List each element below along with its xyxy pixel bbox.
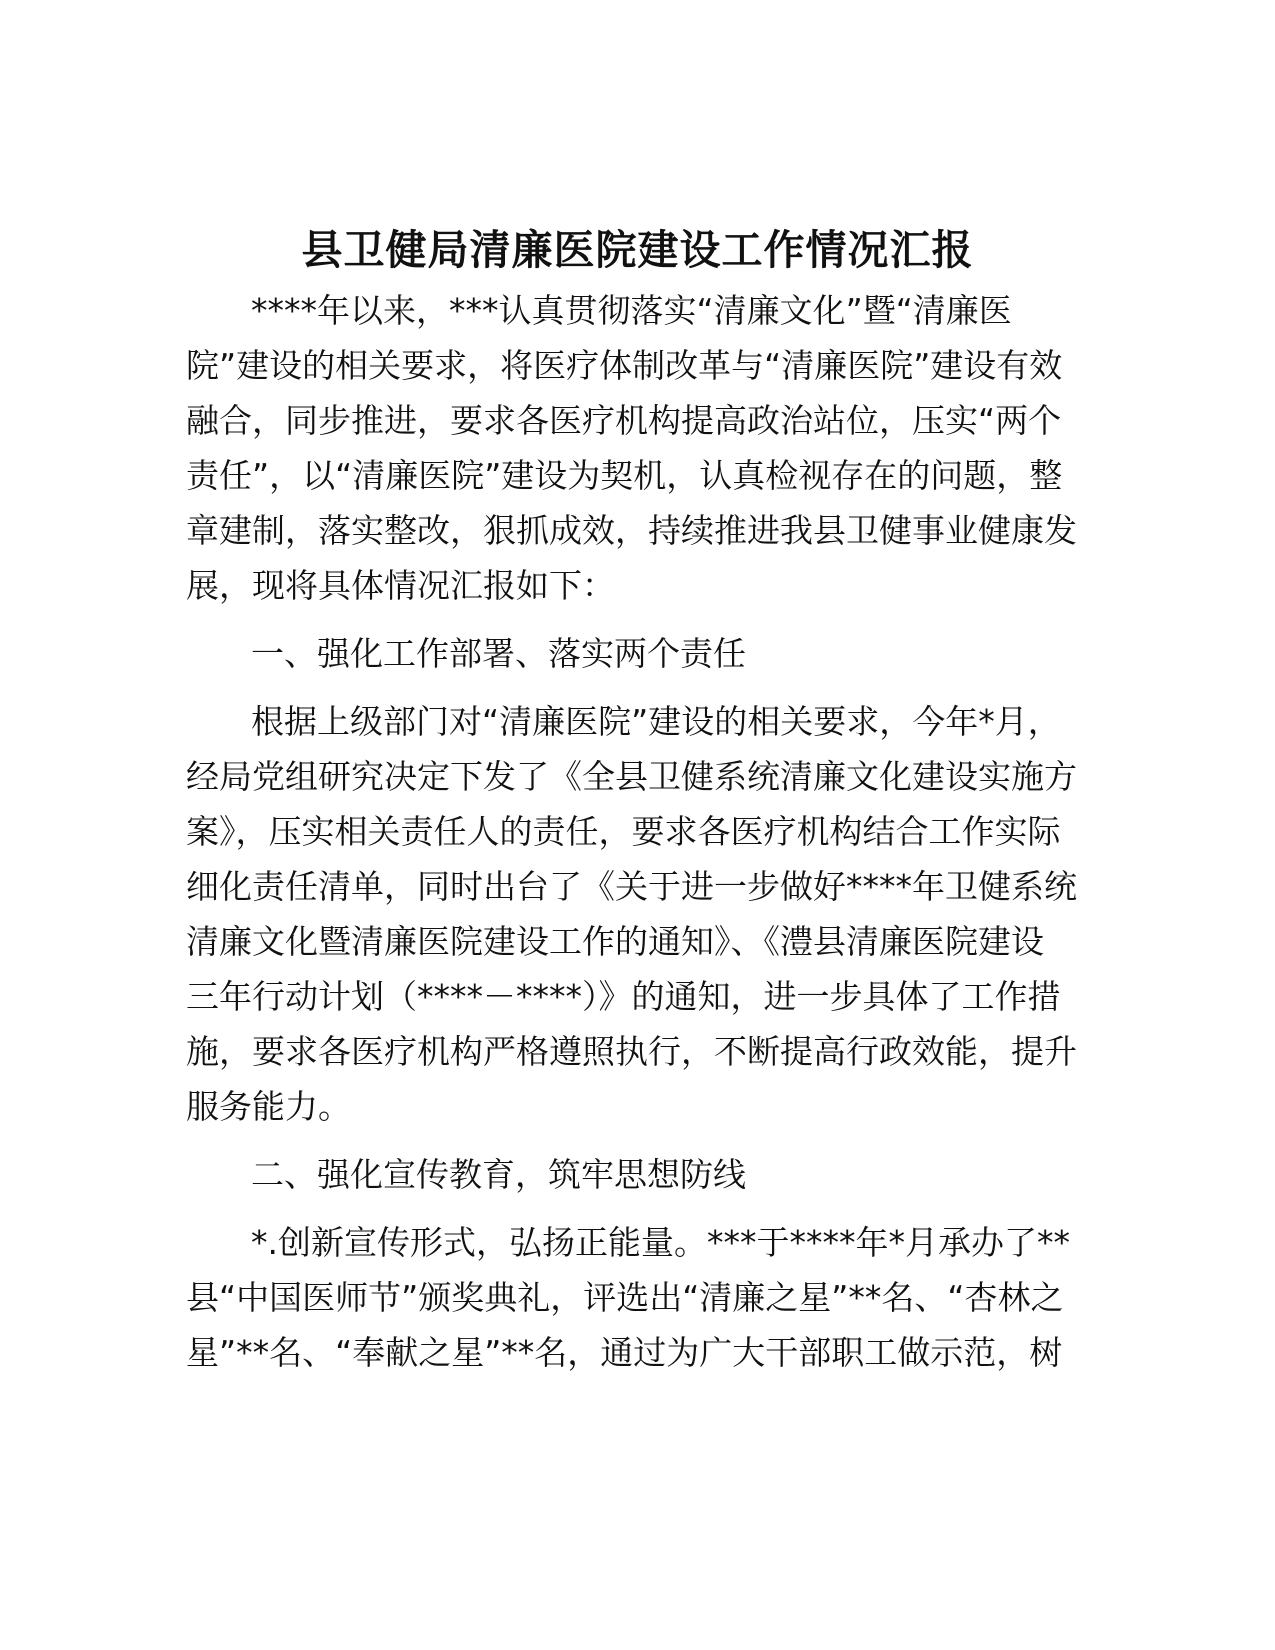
paragraph-2-line-8: 服务能力。: [186, 1087, 351, 1126]
paragraph-1-line-5: 章建制，落实整改，狠抓成效，持续推进我县卫健事业健康发: [186, 511, 1077, 550]
paragraph-2-line-7: 施，要求各医疗机构严格遵照执行，不断提高行政效能，提升: [186, 1032, 1077, 1071]
paragraph-2-line-3: 案》，压实相关责任人的责任，要求各医疗机构结合工作实际: [186, 812, 1061, 851]
paragraph-1-line-4: 责任”，以“清廉医院”建设为契机，认真检视存在的问题，整: [186, 456, 1063, 495]
section-heading-2: 二、强化宣传教育，筑牢思想防线: [251, 1155, 746, 1194]
paragraph-2-line-4: 细化责任清单，同时出台了《关于进一步做好****年卫健系统: [186, 867, 1077, 906]
paragraph-3-line-1: *.创新宣传形式，弘扬正能量。***于****年*月承办了**: [251, 1223, 1070, 1262]
paragraph-3-line-2: 县“中国医师节”颁奖典礼，评选出“清廉之星”**名、“杏林之: [186, 1278, 1064, 1317]
paragraph-2-line-5: 清廉文化暨清廉医院建设工作的通知》、《澧县清廉医院建设: [186, 922, 1044, 961]
paragraph-2-line-1: 根据上级部门对“清廉医院”建设的相关要求，今年*月，: [251, 702, 1061, 741]
paragraph-2-line-6: 三年行动计划（****－****）》的通知，进一步具体了工作措: [186, 977, 1061, 1016]
paragraph-3-line-3: 星”**名、“奉献之星”**名，通过为广大干部职工做示范，树: [186, 1333, 1063, 1372]
paragraph-2-line-2: 经局党组研究决定下发了《全县卫健系统清廉文化建设实施方: [186, 757, 1077, 796]
paragraph-1-line-2: 院”建设的相关要求，将医疗体制改革与“清廉医院”建设有效: [186, 346, 1063, 385]
paragraph-1-line-6: 展，现将具体情况汇报如下：: [186, 566, 615, 605]
section-heading-1: 一、强化工作部署、落实两个责任: [251, 634, 746, 673]
paragraph-1-line-1: ****年以来，***认真贯彻落实“清廉文化”暨“清廉医: [251, 291, 1012, 330]
paragraph-1-line-3: 融合，同步推进，要求各医疗机构提高政治站位，压实“两个: [186, 401, 1062, 440]
document-title: 县卫健局清廉医院建设工作情况汇报: [301, 226, 974, 274]
